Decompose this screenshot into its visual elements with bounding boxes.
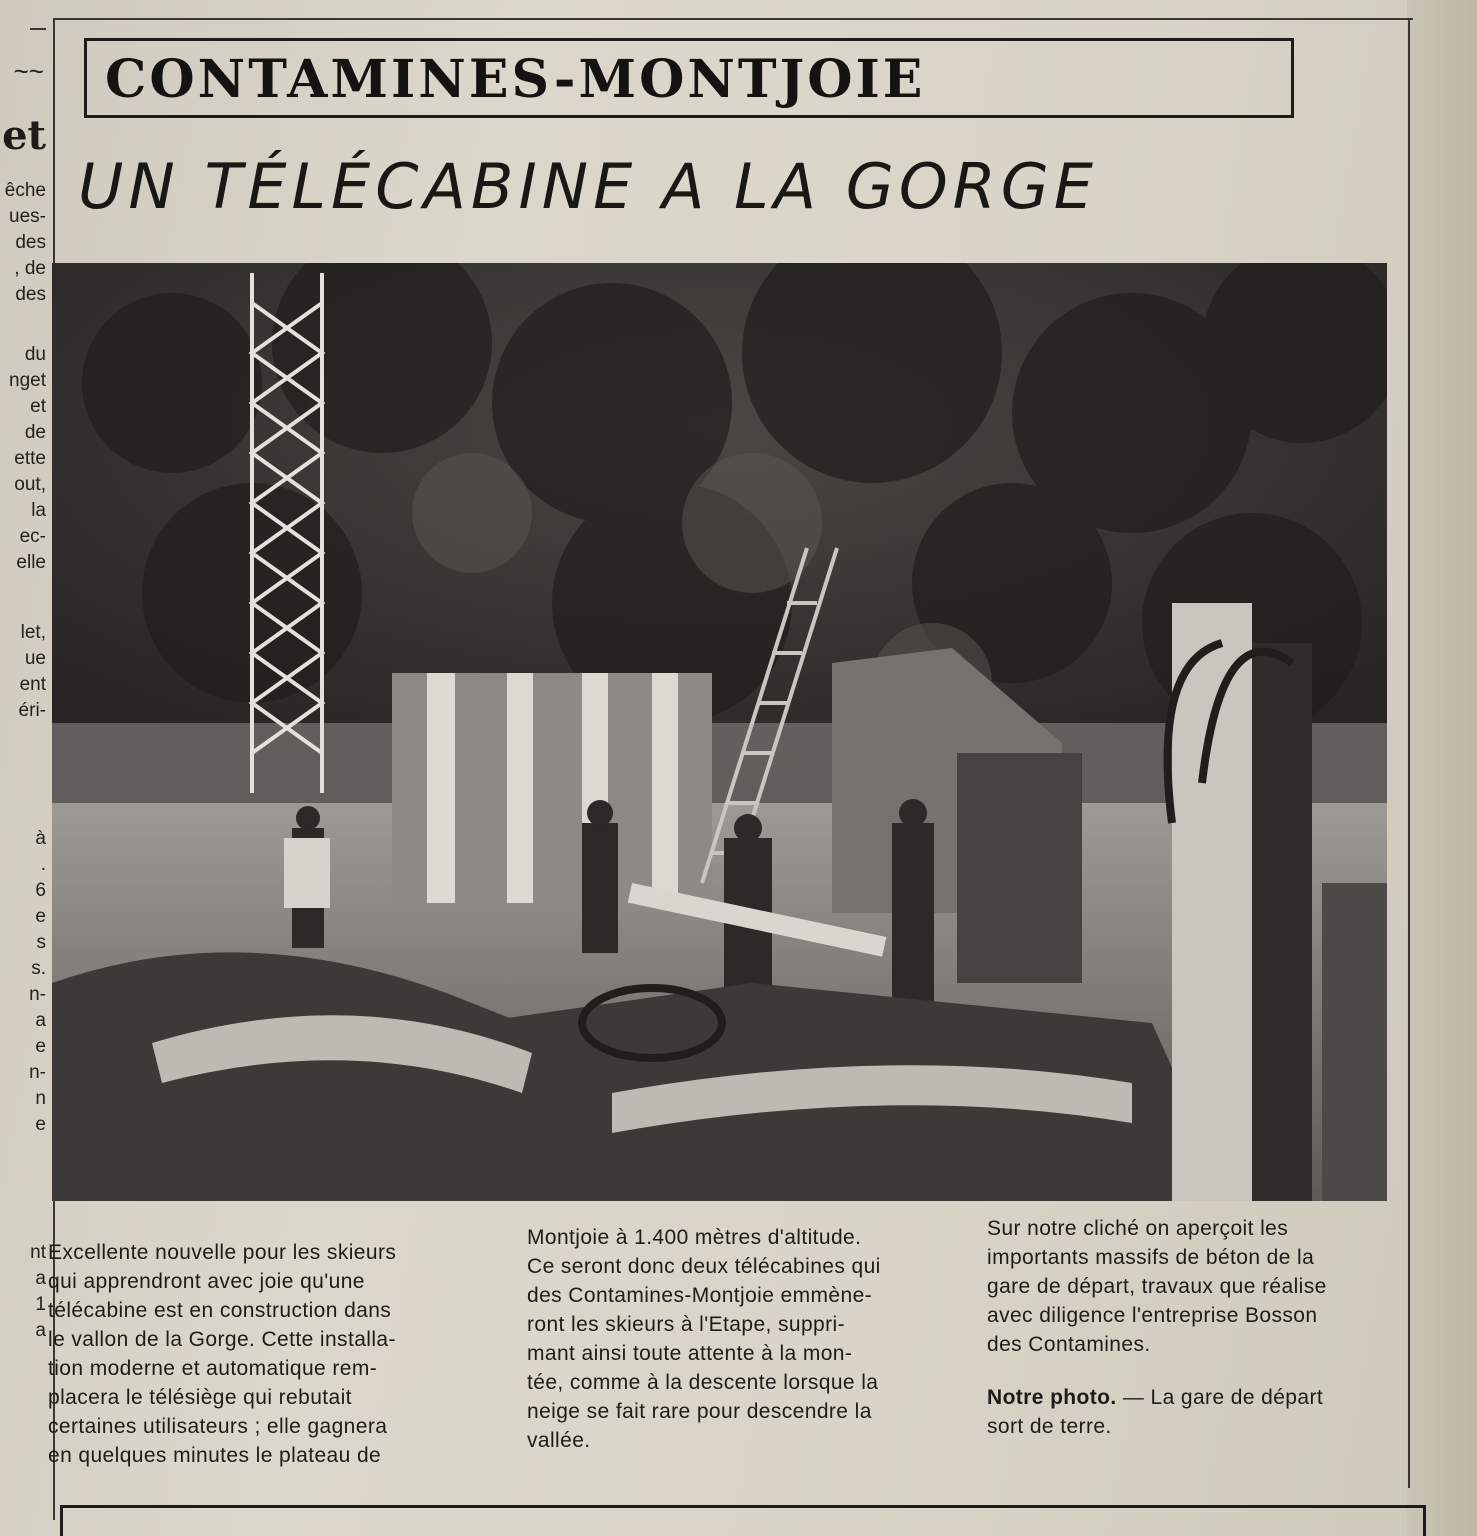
article-text-line: vallée.: [527, 1429, 591, 1452]
article-text-line: importants massifs de béton de la: [987, 1246, 1315, 1269]
article-text-line: Ce seront donc deux télécabines qui: [527, 1255, 881, 1278]
left-fragment-group-4: [0, 826, 50, 1138]
left-fragment-text: et: [30, 396, 46, 417]
left-fragment-heading: et: [2, 112, 46, 159]
left-fragment-text: de: [24, 422, 46, 443]
left-fragment-text: des: [15, 284, 46, 305]
left-fragment-text: ec-: [19, 526, 46, 547]
article-column-1: [48, 1238, 498, 1470]
left-fragment-text: 6: [35, 880, 46, 901]
caption-text: — La gare de départ: [1116, 1386, 1324, 1409]
next-article-box: [60, 1505, 1426, 1536]
left-fragment-group-1: [0, 178, 50, 308]
top-rule: [53, 18, 1413, 20]
article-text-line: neige se fait rare pour descendre la: [527, 1400, 872, 1423]
article-text-line: qui apprendront avec joie qu'une: [48, 1270, 365, 1293]
article-text-line: avec diligence l'entreprise Bosson: [987, 1304, 1318, 1327]
article-text-line: Excellente nouvelle pour les skieurs: [48, 1241, 397, 1264]
caption-lead: Notre photo.: [987, 1386, 1117, 1409]
left-fragment-text: n-: [29, 984, 46, 1005]
left-fragment-text: éri-: [18, 700, 46, 721]
left-fragment-text: e: [35, 1114, 46, 1135]
left-fragment-text: nt: [30, 1242, 46, 1263]
article-text-line: le vallon de la Gorge. Cette installa-: [48, 1328, 396, 1351]
left-fragment-text: êche: [4, 180, 46, 201]
left-fragment-text: ette: [14, 448, 46, 469]
article-text-line: tée, comme à la descente lorsque la: [527, 1371, 879, 1394]
left-fragment-group-3: [0, 620, 50, 724]
article-text-line: Sur notre cliché on aperçoit les: [987, 1217, 1289, 1240]
left-fragment-text: s.: [31, 958, 46, 979]
left-fragment-tilde: ~~: [13, 56, 44, 86]
caption-text-line-2: sort de terre.: [987, 1415, 1112, 1438]
article-column-3: [987, 1214, 1407, 1441]
left-fragment-group-5: [0, 1240, 50, 1344]
left-fragment-text: 1: [35, 1294, 46, 1315]
page-edge: [1407, 0, 1477, 1536]
construction-site-photo: [52, 263, 1387, 1201]
left-fragment-text: .: [40, 854, 46, 875]
article-text-line: en quelques minutes le plateau de: [48, 1444, 382, 1467]
article-column-2: [527, 1223, 967, 1455]
right-rule: [1408, 18, 1410, 1488]
section-title-box: [84, 38, 1294, 118]
left-fragment-text: nget: [9, 370, 46, 391]
column-dash: [30, 28, 46, 30]
left-fragment-text: , de: [14, 258, 46, 279]
left-fragment-text: à: [35, 828, 46, 849]
section-title: CONTAMINES-MONTJOIE: [105, 49, 926, 110]
left-fragment-text: ent: [19, 674, 46, 695]
left-fragment-text: a: [35, 1320, 46, 1341]
left-fragment-text: n-: [29, 1062, 46, 1083]
article-text-line: certaines utilisateurs ; elle gagnera: [48, 1415, 388, 1438]
left-fragment-text: a: [35, 1268, 46, 1289]
article-text-line: des Contamines-Montjoie emmène-: [527, 1284, 873, 1307]
article-text-line: gare de départ, travaux que réalise: [987, 1275, 1327, 1298]
article-text-line: placera le télésiège qui rebutait: [48, 1386, 352, 1409]
left-fragment-text: des: [15, 232, 46, 253]
left-fragment-text: la: [31, 500, 46, 521]
left-fragment-text: n: [35, 1088, 46, 1109]
article-text-line: des Contamines.: [987, 1333, 1151, 1356]
left-fragment-text: ues-: [9, 206, 46, 227]
left-fragment-group-2: [0, 342, 50, 576]
article-text-line: télécabine est en construction dans: [48, 1299, 392, 1322]
left-fragment-text: e: [35, 906, 46, 927]
article-text-line: Montjoie à 1.400 mètres d'altitude.: [527, 1226, 862, 1249]
left-fragment-text: let,: [20, 622, 46, 643]
left-fragment-text: s: [36, 932, 46, 953]
photo-illustration: [52, 263, 1387, 1201]
left-fragment-text: out,: [14, 474, 46, 495]
article-text-line: ront les skieurs à l'Etape, suppri-: [527, 1313, 845, 1336]
article-headline: UN TÉLÉCABINE A LA GORGE: [78, 150, 1098, 223]
left-fragment-text: elle: [16, 552, 46, 573]
article-text-line: mant ainsi toute attente à la mon-: [527, 1342, 853, 1365]
left-fragment-text: e: [35, 1036, 46, 1057]
left-fragment-text: du: [24, 344, 46, 365]
article-text-line: tion moderne et automatique rem-: [48, 1357, 378, 1380]
left-fragment-text: ue: [24, 648, 46, 669]
left-fragment-text: a: [35, 1010, 46, 1031]
